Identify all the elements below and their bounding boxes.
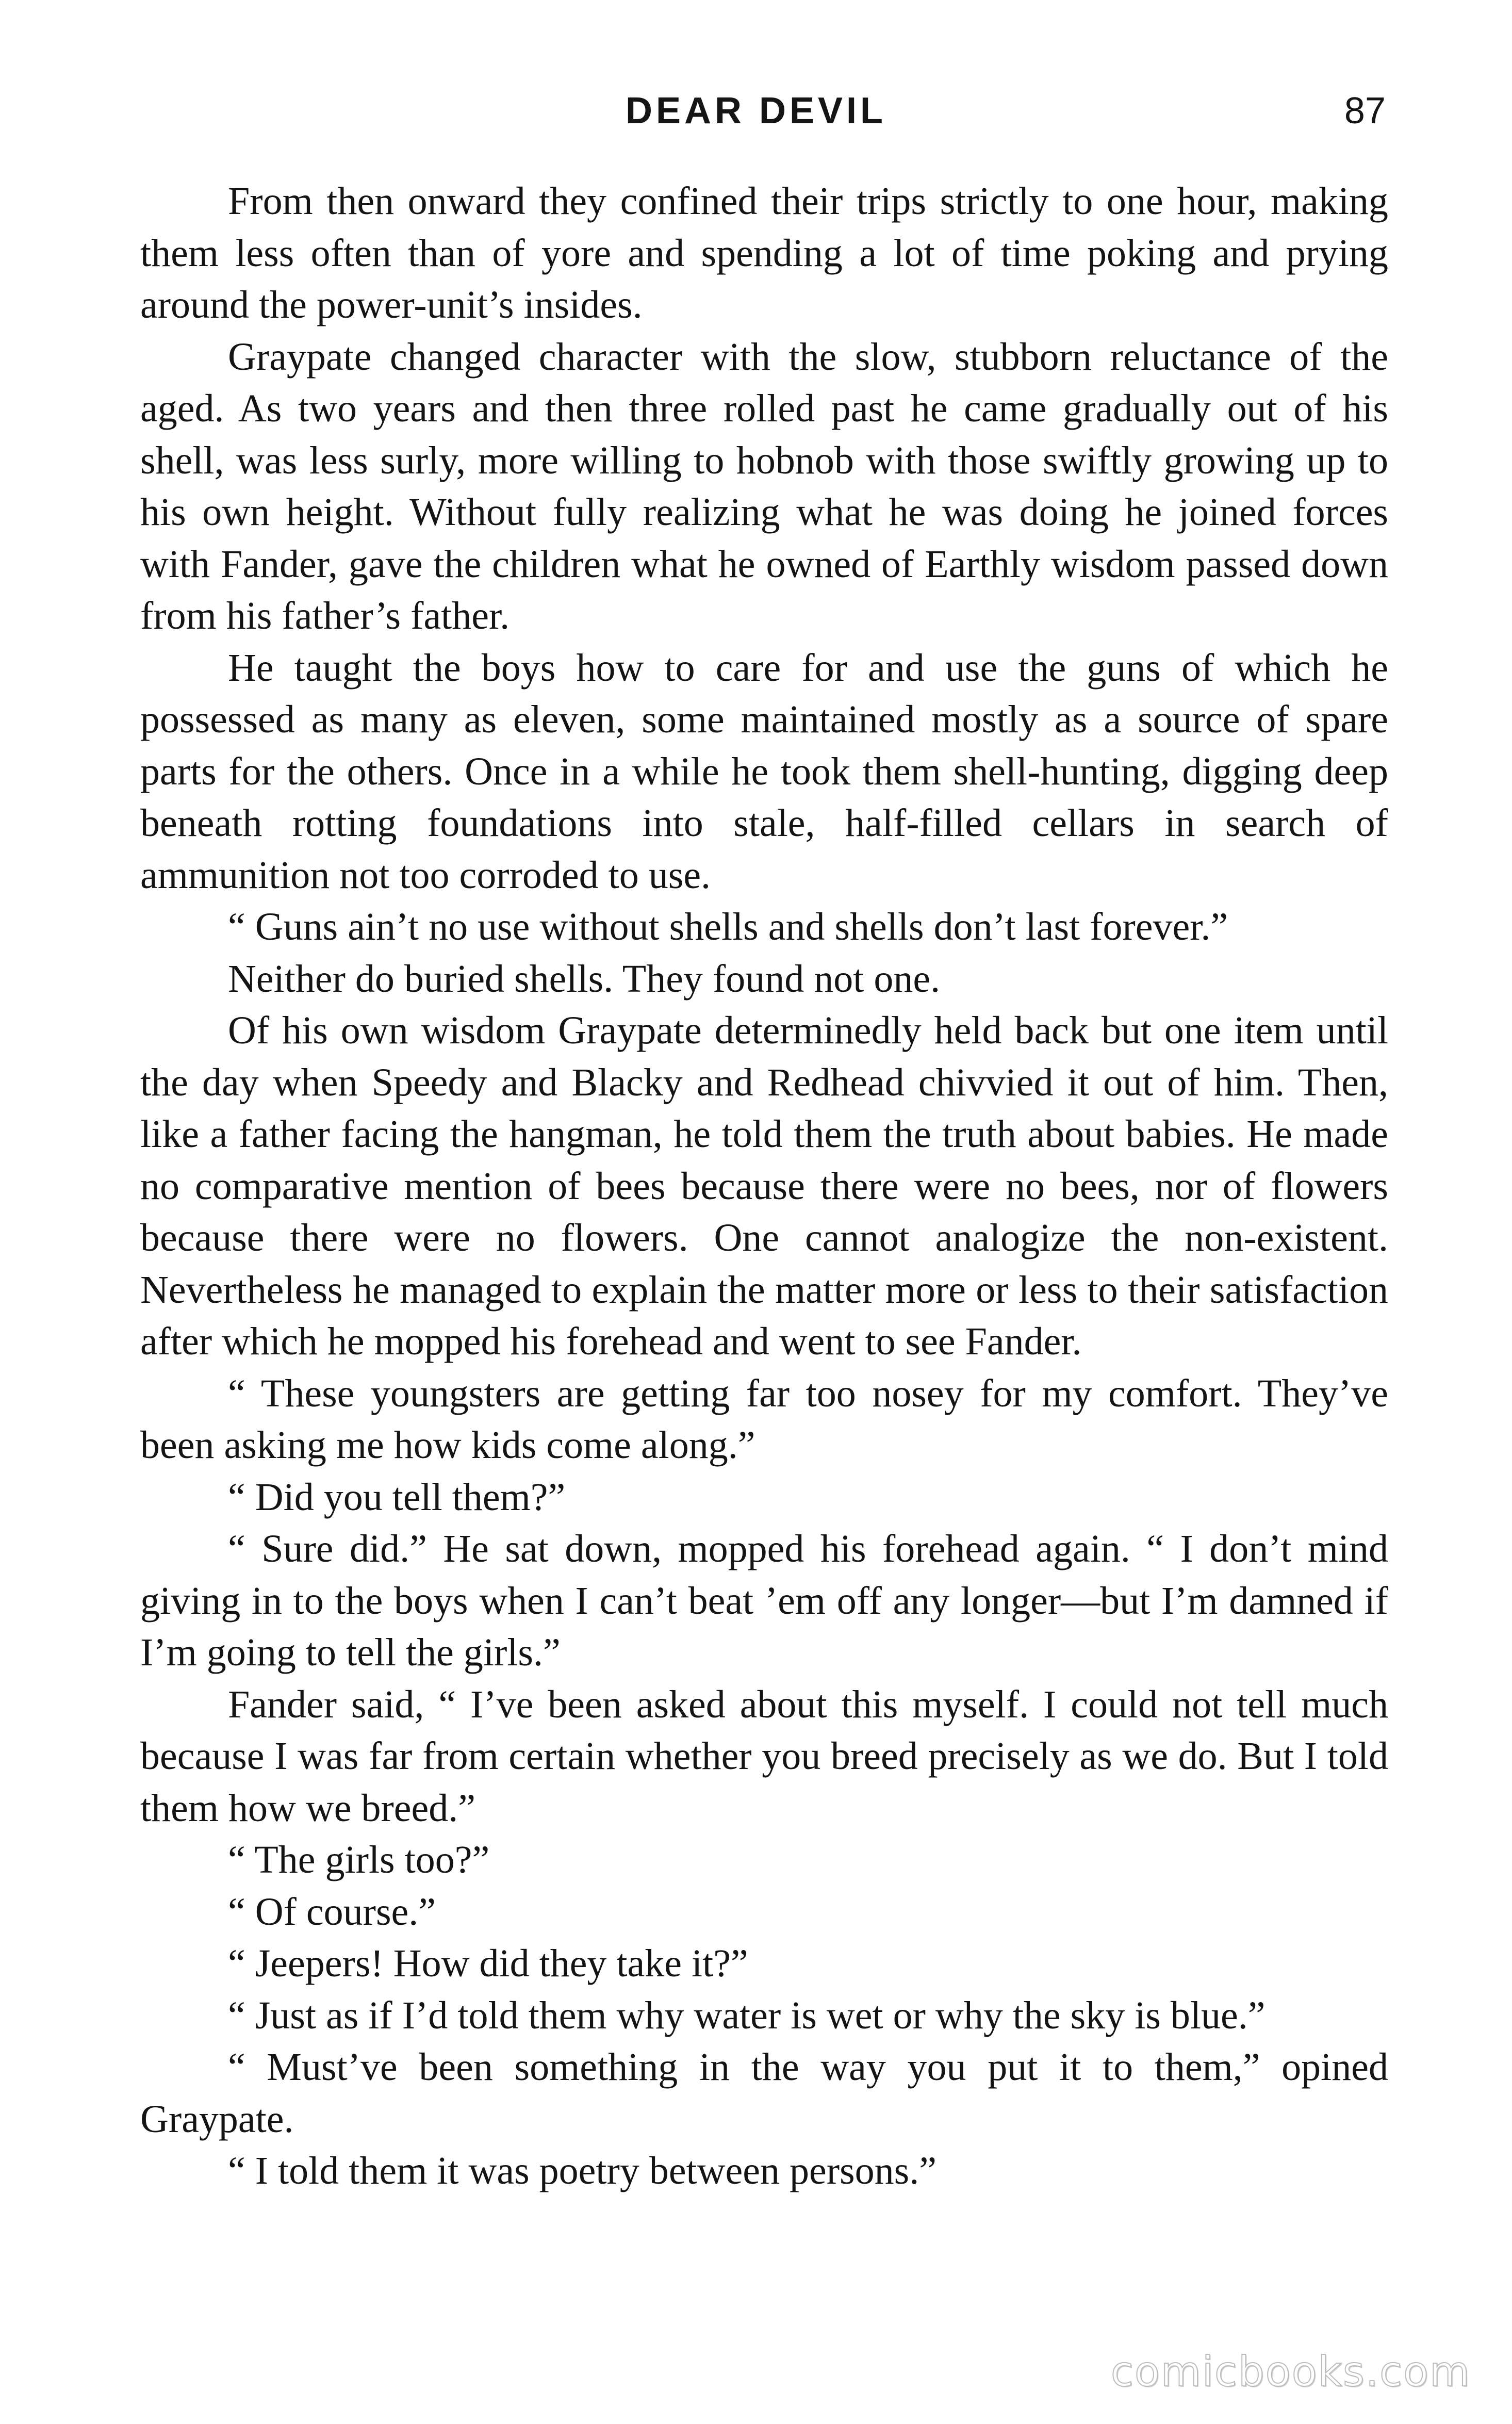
page-number: 87 xyxy=(1344,90,1386,132)
paragraph: “ Must’ve been something in the way you put it to them,” opined Graypate. xyxy=(140,2045,1388,2141)
paragraph: Of his own wisdom Graypate determinedly held back but one item until the day when Speedy and Blacky and Redhead chivvied it out of him. Then, like a father facing the hangman, he told them the truth about babies. He made no comparative mention of bees because there were no bees, nor of flowers because there were no flowers. One cannot analogize the non-existent. Nevertheless he managed to explain the matter more or less to their satisfaction after which he mopped his forehead and went to see Fander. xyxy=(140,1009,1388,1363)
body-text xyxy=(140,175,1388,2197)
running-title: DEAR DEVIL xyxy=(625,90,887,132)
paragraph: “ These youngsters are getting far too nosey for my comfort. They’ve been asking me how kids come along.” xyxy=(140,1371,1388,1467)
paragraph: “ Did you tell them?” xyxy=(228,1475,566,1519)
paragraph: “ Sure did.” He sat down, mopped his forehead again. “ I don’t mind giving in to the boys when I can’t beat ’em off any longer—but I’m damned if I’m going to tell the girls.” xyxy=(140,1527,1388,1674)
paragraph: From then onward they confined their trips strictly to one hour, making them less often than of yore and spending a lot of time poking and prying around the power-unit’s insides. xyxy=(140,179,1388,326)
running-head xyxy=(0,83,1512,139)
paragraph: “ Guns ain’t no use without shells and shells don’t last forever.” xyxy=(228,905,1228,948)
paragraph: He taught the boys how to care for and use the guns of which he possessed as many as eleven, some maintained mostly as a source of spare parts for the others. Once in a while he took them shell-hunting, digging deep beneath rotting foundations into stale, half-filled cellars in search of ammunition not too corroded to use. xyxy=(140,646,1388,897)
paragraph: “ Of course.” xyxy=(228,1890,436,1934)
paragraph: “ Jeepers! How did they take it?” xyxy=(228,1942,748,1985)
paragraph: “ The girls too?” xyxy=(228,1838,490,1881)
paragraph: “ I told them it was poetry between persons.” xyxy=(228,2149,936,2192)
paragraph: Neither do buried shells. They found not one. xyxy=(228,957,941,1001)
watermark: comicbooks.com xyxy=(1110,2348,1471,2396)
paragraph: Fander said, “ I’ve been asked about this myself. I could not tell much because I was far from certain whether you breed precisely as we do. But I told them how we breed.” xyxy=(140,1682,1388,1830)
paragraph: “ Just as if I’d told them why water is wet or why the sky is blue.” xyxy=(228,1993,1266,2037)
paragraph: Graypate changed character with the slow, stubborn reluctance of the aged. As two years and then three rolled past he came gradually out of his shell, was less surly, more willing to hobnob with those swiftly growing up to his own height. Without fully realizing what he was doing he joined forces with Fander, gave the children what he owned of Earthly wisdom passed down from his father’s father. xyxy=(140,335,1388,637)
